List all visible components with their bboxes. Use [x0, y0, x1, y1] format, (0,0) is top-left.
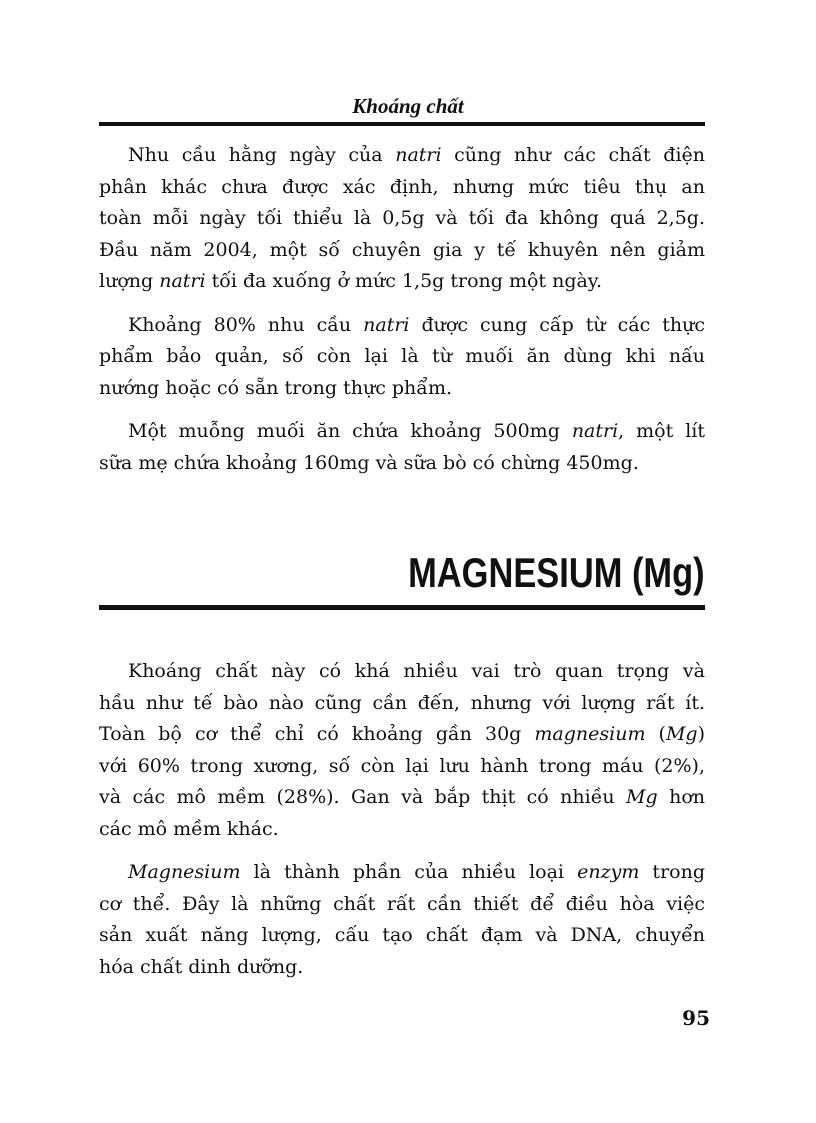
- text-line: với 60% trong xương, số còn lại lưu hành trong máu (2%),: [99, 754, 705, 777]
- text-line: Toàn bộ cơ thể chỉ có khoảng gần 30g magnesium (Mg): [99, 723, 705, 745]
- text-line: Magnesium là thành phần của nhiều loại enzym trong: [128, 861, 705, 883]
- text-line: Khoảng 80% nhu cầu natri được cung cấp từ các thực: [128, 313, 705, 336]
- text-line: hầu như tế bào nào cũng cần đến, nhưng với lượng rất ít.: [99, 691, 705, 714]
- text-line: hóa chất dinh dưỡng.: [99, 955, 304, 978]
- page-number: 95: [682, 1006, 710, 1030]
- text-line: Đầu năm 2004, một số chuyên gia y tế khuyên nên giảm: [99, 238, 705, 261]
- text-line: cơ thể. Đây là những chất rất cần thiết để điều hòa việc: [99, 892, 705, 915]
- text-line: lượng natri tối đa xuống ở mức 1,5g trong một ngày.: [99, 270, 603, 292]
- text-line: toàn mỗi ngày tối thiểu là 0,5g và tối đa không quá 2,5g.: [99, 207, 705, 229]
- text-line: và các mô mềm (28%). Gan và bắp thịt có nhiều Mg hơn: [99, 786, 705, 808]
- text-line: Nhu cầu hằng ngày của natri cũng như các chất điện: [128, 144, 706, 166]
- text-line: các mô mềm khác.: [99, 817, 279, 840]
- text-line: phẩm bảo quản, số còn lại là từ muối ăn dùng khi nấu: [99, 345, 705, 367]
- text-line: Một muỗng muối ăn chứa khoảng 500mg natri, một lít: [128, 420, 705, 442]
- italic-term: Mg: [665, 723, 698, 745]
- text-line: sản xuất năng lượng, cấu tạo chất đạm và DNA, chuyển: [99, 924, 705, 946]
- text-line: Khoáng chất này có khá nhiều vai trò quan trọng và: [128, 660, 705, 682]
- section-title: MAGNESIUM (Mg): [408, 549, 705, 596]
- header-rule: [99, 122, 705, 126]
- section-rule: [99, 605, 705, 610]
- paragraph: [99, 310, 705, 405]
- paragraph: [99, 416, 705, 479]
- italic-term: enzym: [577, 861, 640, 883]
- italic-term: natri: [363, 313, 410, 336]
- magnesium-text-block: [99, 656, 705, 995]
- italic-term: Mg: [626, 786, 658, 808]
- italic-term: Magnesium: [128, 861, 241, 883]
- italic-term: natri: [159, 270, 206, 292]
- italic-term: natri: [571, 420, 619, 442]
- text-line: phân khác chưa được xác định, nhưng mức tiêu thụ an: [99, 175, 705, 198]
- running-title: Khoáng chất: [352, 94, 464, 118]
- text-line: sữa mẹ chứa khoảng 160mg và sữa bò có chừng 450mg.: [99, 451, 639, 474]
- paragraph: [99, 140, 705, 298]
- paragraph: [99, 857, 705, 983]
- paragraph: [99, 656, 705, 845]
- text-line: nướng hoặc có sẵn trong thực phẩm.: [99, 376, 452, 399]
- italic-term: natri: [395, 144, 442, 166]
- sodium-text-block: [99, 140, 705, 491]
- italic-term: magnesium: [534, 723, 646, 745]
